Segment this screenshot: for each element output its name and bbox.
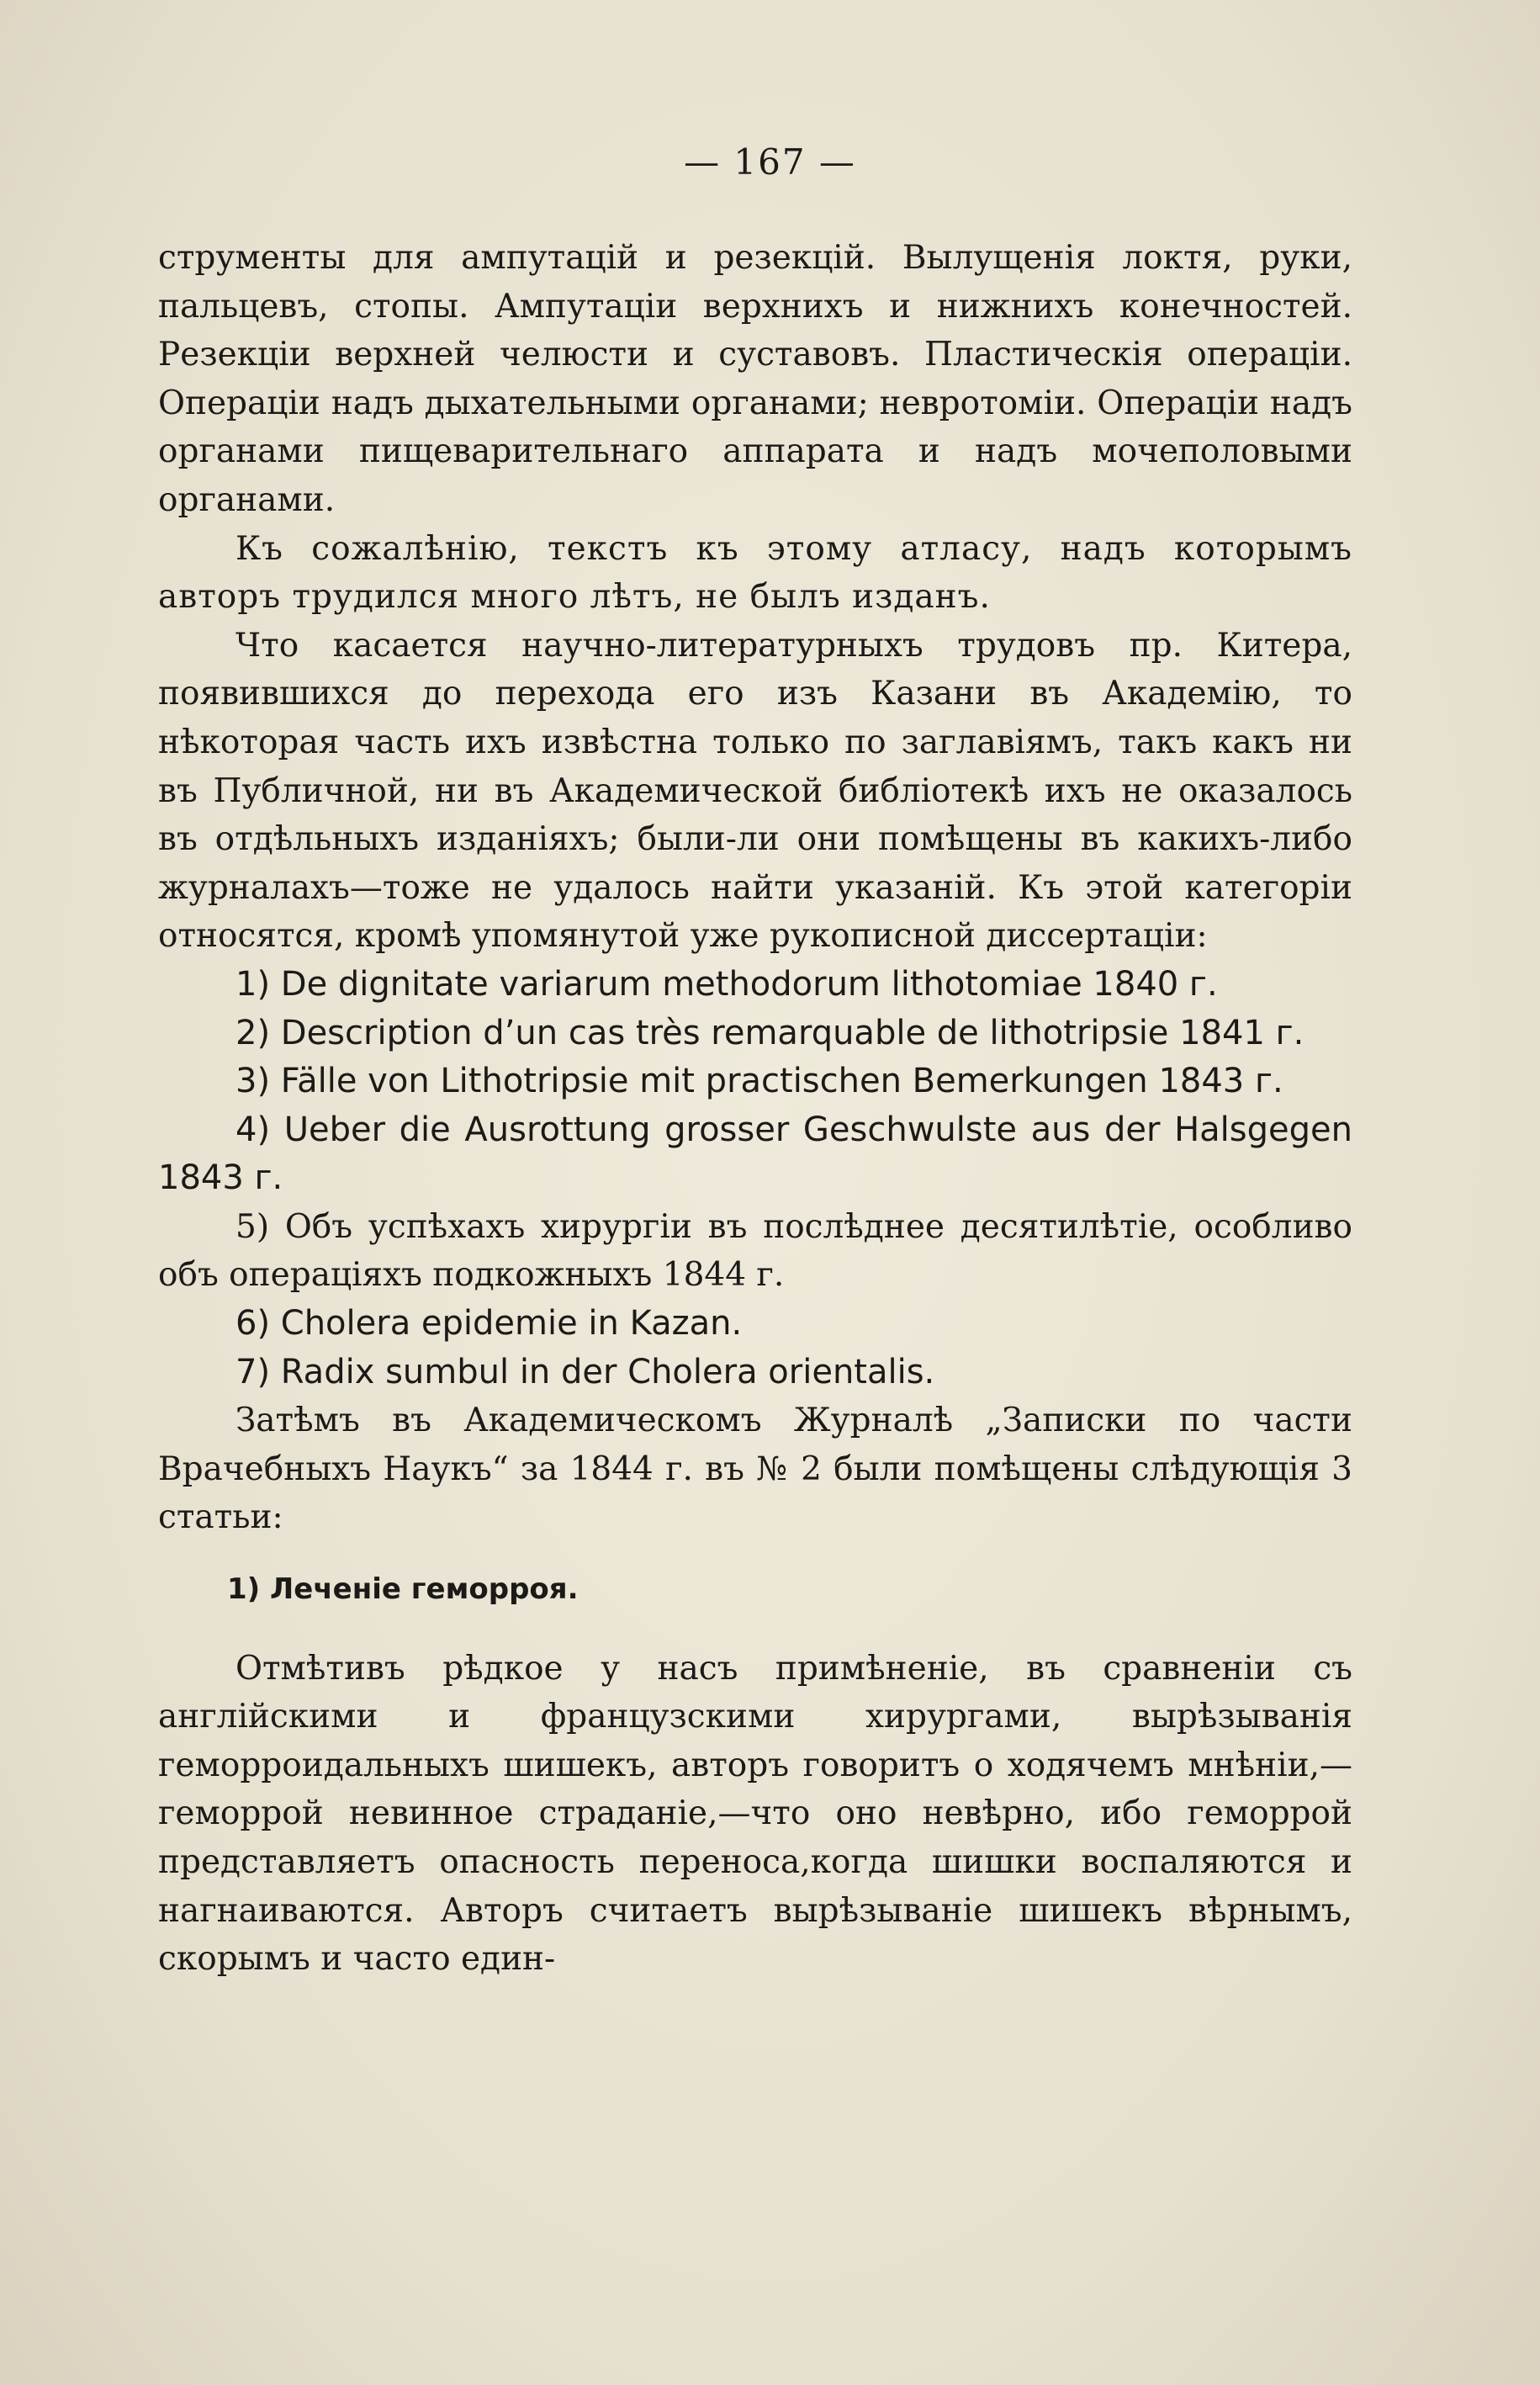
paragraph-hemorrhoids: Отмѣтивъ рѣдкое у насъ примѣненіе, въ сравненіи съ англійскими и французскими хирургами, вырѣзыванія геморроидальныхъ шишекъ, авторъ говоритъ о ходячемъ мнѣніи,—геморрой невинное страданіе,—что оно невѣрно, ибо геморрой представляетъ опасность переноса,когда шишки воспаляются и нагнаиваются. Авторъ считаетъ вырѣзываніе шишекъ вѣрнымъ, скорымъ и часто един- (158, 1649, 1352, 1979)
paragraph-works-intro: Что касается научно-литературныхъ трудовъ пр. Китера, появившихся до перехода его изъ Казани въ Академію, то нѣкоторая часть ихъ извѣстна только по заглавіямъ, такъ какъ ни въ Публичной, ни въ Академической библіотекѣ ихъ не оказалось въ отдѣльныхъ изданіяхъ; были-ли они помѣщены въ какихъ-либо журналахъ—тоже не удалось найти указаній. Къ этой категоріи относятся, кромѣ упомянутой уже рукописной диссертаціи: (158, 626, 1352, 956)
work-item-4: 4) Ueber die Ausrottung grosser Geschwulste aus der Halsgegen 1843 г. (158, 1110, 1352, 1198)
page-number: — 167 — (684, 141, 856, 183)
work-item-6: 6) Cholera epidemie in Kazan. (235, 1304, 743, 1344)
work-item-5: 5) Объ успѣхахъ хирургіи въ послѣднее десятилѣтіе, особливо объ операціяхъ подкожныхъ 1844 г. (158, 1207, 1352, 1295)
paragraph-continuation: струменты для ампутацій и резекцій. Вылущенія локтя, руки, пальцевъ, стопы. Ампутаціи верхнихъ и нижнихъ конечностей. Резекціи верхней челюсти и суставовъ. Пластическія операціи. Операціи надъ дыхательными органами; невротоміи. Операціи надъ органами пищеварительнаго аппарата и надъ мочеполовыми органами. (158, 239, 1352, 519)
work-item-7: 7) Radix sumbul in der Cholera orientalis. (235, 1352, 935, 1391)
work-item-2: 2) Description d’un cas très remarquable de lithotripsie 1841 г. (235, 1013, 1305, 1052)
page-body (158, 234, 1352, 1984)
paragraph-journal: Затѣмъ въ Академическомъ Журналѣ „Записки по части Врачебныхъ Наукъ“ за 1844 г. въ № 2 были помѣщены слѣдующія 3 статьи: (158, 1402, 1352, 1537)
section-subheading: 1) Леченіе геморроя. (227, 1572, 579, 1607)
paragraph-atlas: Къ сожалѣнію, текстъ къ этому атласу, надъ которымъ авторъ трудился много лѣтъ, не былъ изданъ. (158, 529, 1352, 617)
work-item-1: 1) De dignitate variarum methodorum lithotomiae 1840 г. (235, 964, 1218, 1004)
work-item-3: 3) Fälle von Lithotripsie mit practischen Bemerkungen 1843 г. (235, 1062, 1283, 1101)
